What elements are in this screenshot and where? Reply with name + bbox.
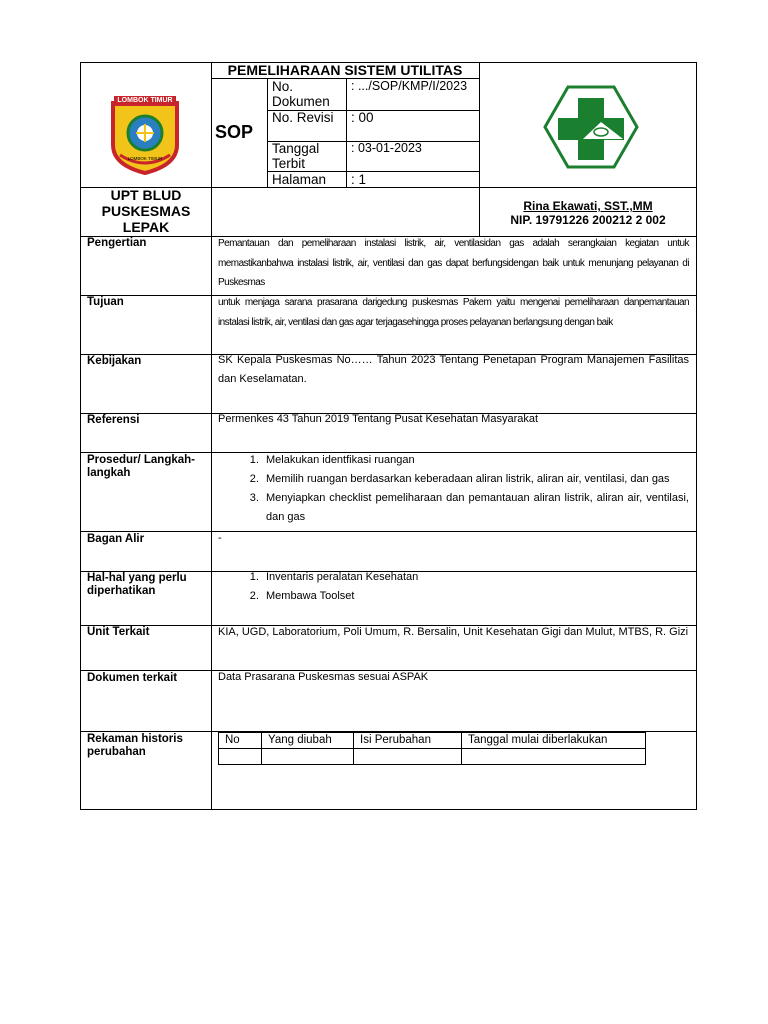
- rekaman-label: Rekaman historis perubahan: [87, 733, 183, 758]
- revision-history-table: [218, 732, 646, 765]
- table-header-tanggal: Tanggal mulai diberlakukan: [462, 733, 646, 749]
- meta-label-no-dokumen: No. Dokumen: [272, 79, 330, 109]
- table-header-yang-diubah: Yang diubah: [262, 733, 354, 749]
- hal-hal-list: [218, 568, 689, 606]
- table-cell: [354, 749, 462, 765]
- puskesmas-logo: [543, 84, 639, 170]
- left-logo-bottom-text: LOMBOK TIMUR: [127, 156, 163, 161]
- hal-hal-item: 1. Inventaris peralatan Kesehatan: [262, 568, 689, 587]
- hal-hal-label: Hal-hal yang perlu diperhatikan: [87, 572, 187, 597]
- referensi-text: Permenkes 43 Tahun 2019 Tentang Pusat Kesehatan Masyarakat: [218, 413, 539, 425]
- prosedur-list: [218, 451, 689, 527]
- pengertian-label: Pengertian: [87, 237, 147, 249]
- referensi-label: Referensi: [87, 414, 140, 426]
- bagan-alir-label: Bagan Alir: [87, 533, 145, 545]
- table-header-row: [219, 733, 646, 749]
- table-cell: [262, 749, 354, 765]
- meta-value-no-revisi: : 00: [351, 110, 374, 125]
- prosedur-label: Prosedur/ Langkah-langkah: [87, 454, 195, 479]
- unit-terkait-text: KIA, UGD, Laboratorium, Poli Umum, R. Bersalin, Unit Kesehatan Gigi dan Mulut, MTBS, R. Gizi: [218, 626, 689, 638]
- prosedur-step: 3. Menyiapkan checklist pemeliharaan dan pemantauan aliran listrik, aliran air, ventilasi, dan gas: [262, 489, 689, 527]
- table-header-isi-perubahan: Isi Perubahan: [354, 733, 462, 749]
- hal-hal-item: 2. Membawa Toolset: [262, 587, 689, 606]
- sop-label: SOP: [215, 122, 254, 142]
- dokumen-terkait-text: Data Prasarana Puskesmas sesuai ASPAK: [218, 671, 429, 683]
- meta-label-tanggal-terbit: Tanggal Terbit: [272, 141, 320, 171]
- meta-label-halaman: Halaman: [272, 172, 327, 187]
- kebijakan-text: SK Kepala Puskesmas No…… Tahun 2023 Tentang Penetapan Program Manajemen Fasilitas dan Keselamatan.: [218, 354, 689, 385]
- table-cell: [219, 749, 262, 765]
- unit-terkait-label: Unit Terkait: [87, 626, 150, 638]
- meta-value-halaman: : 1: [351, 172, 367, 187]
- meta-value-no-dokumen: : .../SOP/KMP/I/2023: [351, 79, 468, 93]
- dokumen-terkait-label: Dokumen terkait: [87, 672, 178, 684]
- prosedur-step: 2. Memilih ruangan berdasarkan keberadaan aliran listrik, aliran air, ventilasi, dan gas: [262, 470, 689, 489]
- meta-value-tanggal-terbit: : 03-01-2023: [351, 141, 422, 155]
- prosedur-step: 1. Melakukan identfikasi ruangan: [262, 451, 689, 470]
- table-row: [219, 749, 646, 765]
- document-title: PEMELIHARAAN SISTEM UTILITAS: [227, 62, 463, 78]
- table-header-no: No: [219, 733, 262, 749]
- table-cell: [462, 749, 646, 765]
- pengertian-text: Pemantauan dan pemeliharaan instalasi listrik, air, ventilasidan gas adalah serangkaian kegiatan untuk memastikanbahwa instalasi listrik, air, ventilasi dan gas dapat berfungsidengan baik untuk menunjang pelayanan di Puskesmas: [218, 238, 689, 288]
- tujuan-label: Tujuan: [87, 296, 124, 308]
- left-logo-top-text: LOMBOK TIMUR: [117, 97, 173, 104]
- signer-nip: NIP. 19791226 200212 2 002: [510, 213, 666, 227]
- organization-name: UPT BLUD PUSKESMAS LEPAK: [101, 187, 191, 235]
- meta-label-no-revisi: No. Revisi: [272, 110, 334, 125]
- signer-name: Rina Ekawati, SST.,MM: [523, 199, 653, 213]
- tujuan-text: untuk menjaga sarana prasarana darigedung puskesmas Pakem yaitu mengenai pemeliharaan danpemantauan instalasi listrik, air, ventilasi dan gas agar terjagasehingga proses pelayanan berlangsung dengan baik: [218, 297, 689, 328]
- left-emblem-logo: [108, 93, 182, 175]
- kebijakan-label: Kebijakan: [87, 355, 142, 367]
- bagan-alir-text: -: [218, 532, 222, 544]
